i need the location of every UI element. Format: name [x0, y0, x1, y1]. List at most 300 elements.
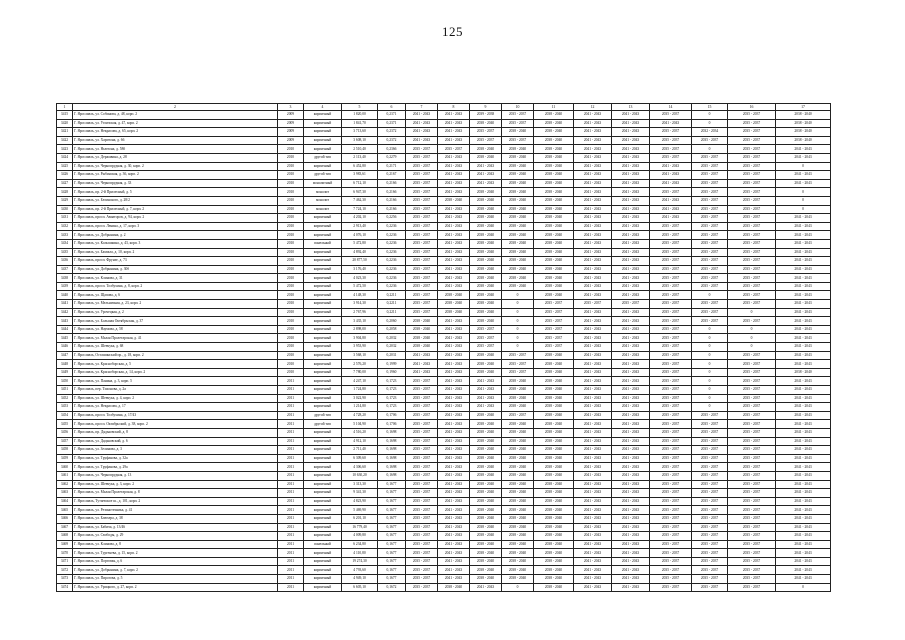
table-cell: 2010 — [278, 153, 304, 162]
table-cell: 7 724,10 — [342, 205, 378, 214]
table-cell: 0 — [692, 394, 728, 403]
table-cell: 2035 - 2037 — [728, 119, 776, 128]
table-cell: 2038 - 2040 — [776, 111, 831, 120]
table-cell: 2035 - 2037 — [470, 334, 502, 343]
table-cell: 2041 - 2043 — [470, 394, 502, 403]
table-cell: 0 — [502, 583, 534, 592]
table-cell: 2038 - 2040 — [502, 162, 534, 171]
table-cell: 2035 - 2037 — [406, 549, 438, 558]
table-cell: 2038 - 2040 — [534, 532, 574, 541]
table-cell: 2035 - 2037 — [406, 222, 438, 231]
table-cell: 2041 - 2043 — [574, 480, 612, 489]
table-cell: 2041 - 2043 — [776, 480, 831, 489]
table-cell: 3455 — [57, 420, 73, 429]
table-cell: 0,1960 — [378, 368, 406, 377]
table-cell: 2035 - 2037 — [728, 214, 776, 223]
table-row — [57, 128, 831, 137]
table-cell: 4 202,10 — [342, 214, 378, 223]
table-cell: 2041 - 2043 — [612, 557, 650, 566]
table-cell: 2035 - 2037 — [406, 420, 438, 429]
table-row — [57, 308, 831, 317]
table-cell: 2038 - 2040 — [534, 437, 574, 446]
table-cell: 2035 - 2037 — [650, 222, 692, 231]
address-cell: Г. Ярославль, ул. Белинского, д. 28/2 — [73, 196, 278, 205]
address-cell: Г. Ярославль, ул. Свободы, д. 29 — [73, 532, 278, 541]
address-cell: Г. Ярославль, Тутаевское ш., д. 101, корп. 2 — [73, 497, 278, 506]
table-cell: 2035 - 2037 — [650, 282, 692, 291]
table-cell: 2035 - 2037 — [574, 300, 612, 309]
table-cell: 3473 — [57, 575, 73, 584]
address-cell: Г. Ярославль, ул. Красноборская, д. 14, корп. 2 — [73, 368, 278, 377]
table-cell: 2035 - 2037 — [650, 351, 692, 360]
table-cell: 3421 — [57, 128, 73, 137]
table-row — [57, 489, 831, 498]
table-cell: 0,2236 — [378, 282, 406, 291]
address-cell: Г. Ярославль, просп. Фрунзе, д. 73 — [73, 257, 278, 266]
table-cell: 2041 - 2043 — [776, 231, 831, 240]
table-cell: 6 452,80 — [342, 162, 378, 171]
table-cell: кирпичный — [304, 454, 342, 463]
table-cell: 2038 - 2040 — [502, 377, 534, 386]
table-cell: 2041 - 2043 — [650, 214, 692, 223]
table-cell: 2035 - 2037 — [534, 325, 574, 334]
table-cell: 2041 - 2043 — [612, 506, 650, 515]
table-cell: 2035 - 2037 — [692, 222, 728, 231]
table-cell: 0,2372 — [378, 128, 406, 137]
table-cell: 3441 — [57, 300, 73, 309]
table-cell: 2041 - 2043 — [574, 497, 612, 506]
table-cell: 3438 — [57, 274, 73, 283]
table-cell: 2035 - 2037 — [650, 540, 692, 549]
table-cell: 2038 - 2040 — [502, 274, 534, 283]
table-cell: 2041 - 2043 — [612, 480, 650, 489]
table-cell: 2041 - 2043 — [574, 153, 612, 162]
table-cell: 3462 — [57, 480, 73, 489]
table-cell: кирпичный — [304, 394, 342, 403]
table-cell: 0,1698 — [378, 471, 406, 480]
table-cell: 0,1677 — [378, 514, 406, 523]
table-cell: 2038 - 2040 — [438, 583, 470, 592]
table-cell: 2035 - 2037 — [728, 171, 776, 180]
table-cell: 2041 - 2043 — [612, 214, 650, 223]
table-cell: 2041 - 2043 — [612, 162, 650, 171]
table-row — [57, 446, 831, 455]
table-cell: 2041 - 2043 — [574, 119, 612, 128]
table-cell: 2041 - 2043 — [776, 360, 831, 369]
table-cell: 2035 - 2037 — [612, 300, 650, 309]
table-cell: 4 110,80 — [342, 549, 378, 558]
table-cell: 2010 — [278, 171, 304, 180]
table-cell: панельный — [304, 540, 342, 549]
table-cell: 2035 - 2037 — [534, 308, 574, 317]
table-row — [57, 214, 831, 223]
table-cell: 2038 - 2040 — [470, 437, 502, 446]
table-cell: кирпичный — [304, 583, 342, 592]
table-cell: 3460 — [57, 463, 73, 472]
table-cell: 2035 - 2037 — [692, 162, 728, 171]
table-row — [57, 153, 831, 162]
table-cell: 2038 - 2040 — [502, 532, 534, 541]
table-cell: 0 — [692, 291, 728, 300]
table-cell: 2035 - 2037 — [692, 179, 728, 188]
table-cell: 2041 - 2043 — [612, 583, 650, 592]
table-cell: 2041 - 2043 — [574, 386, 612, 395]
table-cell: 2041 - 2043 — [776, 179, 831, 188]
table-cell: 2010 — [278, 196, 304, 205]
table-cell: 2035 - 2037 — [728, 403, 776, 412]
table-cell: 5 104,90 — [342, 420, 378, 429]
address-cell: Г. Ярославль, ул. Ньютона, д. 58б — [73, 145, 278, 154]
table-cell: 2038 - 2040 — [470, 188, 502, 197]
table-cell: 0,1723 — [378, 377, 406, 386]
table-cell: 0,2211 — [378, 308, 406, 317]
table-cell: 2038 - 2040 — [534, 411, 574, 420]
column-number-header: 2 — [73, 104, 278, 111]
table-cell: 3450 — [57, 377, 73, 386]
table-cell: 2009 — [278, 136, 304, 145]
table-cell: 2041 - 2043 — [438, 153, 470, 162]
table-cell: 2038 - 2040 — [534, 463, 574, 472]
table-cell: 2035 - 2037 — [650, 411, 692, 420]
table-cell: 2038 - 2040 — [534, 265, 574, 274]
table-cell: 2041 - 2043 — [612, 145, 650, 154]
table-cell: 0 — [502, 334, 534, 343]
table-cell: кирпичный — [304, 136, 342, 145]
table-cell: 2035 - 2037 — [692, 471, 728, 480]
table-cell: 2035 - 2037 — [406, 454, 438, 463]
table-cell: 6 201,10 — [342, 514, 378, 523]
table-cell: 2011 — [278, 446, 304, 455]
table-cell: 3 176,40 — [342, 265, 378, 274]
table-body — [57, 104, 831, 592]
table-cell: кирпичный — [304, 575, 342, 584]
table-cell: 2035 - 2037 — [406, 557, 438, 566]
table-cell: 2035 - 2037 — [728, 463, 776, 472]
table-cell: 2035 - 2037 — [728, 145, 776, 154]
table-cell: 2011 — [278, 566, 304, 575]
table-cell: 2041 - 2043 — [438, 377, 470, 386]
table-cell: 0,1672 — [378, 583, 406, 592]
table-cell: другой тип — [304, 411, 342, 420]
table-cell: 2035 - 2037 — [406, 248, 438, 257]
table-cell: 2011 — [278, 540, 304, 549]
table-cell: 2011 — [278, 428, 304, 437]
table-cell: 2035 - 2037 — [728, 265, 776, 274]
table-cell: 2038 - 2040 — [470, 506, 502, 515]
table-cell: 2035 - 2037 — [692, 300, 728, 309]
table-cell: 2035 - 2037 — [692, 428, 728, 437]
table-cell: 2038 - 2040 — [534, 188, 574, 197]
table-cell: 2041 - 2043 — [438, 386, 470, 395]
table-cell: 2041 - 2043 — [574, 265, 612, 274]
table-cell: 0 — [692, 119, 728, 128]
table-cell: 0 — [728, 308, 776, 317]
table-cell: кирпичный — [304, 119, 342, 128]
table-cell: 2041 - 2043 — [438, 489, 470, 498]
table-cell: 2041 - 2043 — [574, 317, 612, 326]
table-cell: 2041 - 2043 — [776, 145, 831, 154]
table-cell: кирпичный — [304, 291, 342, 300]
table-cell: 2041 - 2043 — [612, 386, 650, 395]
table-cell: 0,2211 — [378, 291, 406, 300]
table-cell: 2041 - 2043 — [574, 196, 612, 205]
table-cell: 2041 - 2043 — [438, 368, 470, 377]
table-cell: 2041 - 2043 — [438, 162, 470, 171]
address-cell: Г. Ярославль, пер. Тихонова, д. 2а — [73, 386, 278, 395]
table-cell: 3 022,90 — [342, 394, 378, 403]
table-cell: 2 576,20 — [342, 360, 378, 369]
table-cell: 2010 — [278, 291, 304, 300]
table-cell: кирпичный — [304, 300, 342, 309]
table-row — [57, 196, 831, 205]
table-cell: 2035 - 2037 — [534, 317, 574, 326]
table-cell: 2041 - 2043 — [612, 291, 650, 300]
table-cell: 0 — [776, 205, 831, 214]
table-cell: 2041 - 2043 — [574, 360, 612, 369]
table-header-row — [57, 104, 831, 111]
table-cell: 2035 - 2037 — [728, 557, 776, 566]
table-cell: 2041 - 2043 — [574, 248, 612, 257]
table-cell: 2038 - 2040 — [502, 128, 534, 137]
table-row — [57, 274, 831, 283]
table-cell: 2035 - 2037 — [406, 446, 438, 455]
table-cell: 2 113,40 — [342, 153, 378, 162]
table-cell: 2041 - 2043 — [776, 549, 831, 558]
table-cell: 2035 - 2037 — [406, 257, 438, 266]
address-cell: Г. Ярославль, ул. Труфанова, д. 32а — [73, 454, 278, 463]
table-cell: 2035 - 2037 — [728, 514, 776, 523]
table-cell: 3451 — [57, 386, 73, 395]
table-cell: 2038 - 2040 — [502, 557, 534, 566]
table-cell: 1 724,80 — [342, 386, 378, 395]
column-number-header: 11 — [534, 104, 574, 111]
table-row — [57, 386, 831, 395]
table-cell: кирпичный — [304, 325, 342, 334]
table-cell: 2041 - 2043 — [612, 403, 650, 412]
table-cell: 2041 - 2043 — [574, 368, 612, 377]
table-cell: 2041 - 2043 — [438, 257, 470, 266]
table-cell: 2041 - 2043 — [574, 188, 612, 197]
table-cell: 2035 - 2037 — [728, 428, 776, 437]
table-cell: 2041 - 2043 — [406, 368, 438, 377]
table-cell: 0,1706 — [378, 420, 406, 429]
table-cell: 0 — [502, 300, 534, 309]
table-cell: 2035 - 2037 — [406, 394, 438, 403]
table-cell: 2035 - 2037 — [692, 549, 728, 558]
table-cell: 2035 - 2037 — [650, 153, 692, 162]
table-cell: 2035 - 2037 — [650, 377, 692, 386]
table-cell: 2041 - 2043 — [574, 557, 612, 566]
table-cell: 0 — [502, 325, 534, 334]
table-cell: 0 — [692, 368, 728, 377]
address-cell: Г. Ярославль, ул. Урицкого, д. 27, корп. 2 — [73, 583, 278, 592]
table-row — [57, 136, 831, 145]
table-cell: кирпичный — [304, 557, 342, 566]
table-cell: 2035 - 2037 — [406, 403, 438, 412]
address-cell: Г. Ярославль, ул. Панина, д. 3, корп. 5 — [73, 377, 278, 386]
table-row — [57, 532, 831, 541]
table-cell: 6 309,60 — [342, 454, 378, 463]
table-cell: 2035 - 2037 — [692, 411, 728, 420]
table-cell: 2041 - 2043 — [470, 403, 502, 412]
table-cell: 2041 - 2043 — [438, 274, 470, 283]
table-cell: 2038 - 2040 — [470, 549, 502, 558]
page-number: 125 — [442, 24, 463, 39]
address-cell: Г. Ярославль, ул. Пирогова, д. 5 — [73, 575, 278, 584]
table-cell: 2011 — [278, 532, 304, 541]
table-cell: 2041 - 2043 — [438, 497, 470, 506]
table-cell: 2038 - 2040 — [534, 557, 574, 566]
table-cell: 2038 - 2040 — [534, 446, 574, 455]
table-cell: 2038 - 2040 — [502, 437, 534, 446]
table-cell: 2041 - 2043 — [438, 231, 470, 240]
table-cell: 2041 - 2043 — [574, 411, 612, 420]
table-cell: 0,1677 — [378, 497, 406, 506]
table-cell: 2035 - 2037 — [406, 411, 438, 420]
table-cell: 2041 - 2043 — [438, 420, 470, 429]
table-cell: 2035 - 2037 — [502, 368, 534, 377]
table-cell: 2010 — [278, 308, 304, 317]
table-cell: 2038 - 2040 — [534, 111, 574, 120]
table-cell: 2035 - 2037 — [650, 360, 692, 369]
table-cell: 4 148,30 — [342, 291, 378, 300]
table-cell: 0 — [776, 196, 831, 205]
table-cell: 2038 - 2040 — [470, 214, 502, 223]
table-cell: кирпичный — [304, 549, 342, 558]
address-cell: Г. Ярославль, ул. Добрынина, д. 2 — [73, 231, 278, 240]
table-cell: 2038 - 2040 — [470, 317, 502, 326]
table-row — [57, 480, 831, 489]
table-row — [57, 566, 831, 575]
address-cell: Г. Ярославль, просп. Толбухина, д. 8, корп. 2 — [73, 282, 278, 291]
table-cell: 2 711,40 — [342, 446, 378, 455]
table-row — [57, 420, 831, 429]
table-cell: 2035 - 2037 — [650, 480, 692, 489]
address-cell: Г. Ярославль, ул. Зелинова, д. 3 — [73, 446, 278, 455]
table-cell: 2035 - 2037 — [692, 231, 728, 240]
table-cell: 3 568,10 — [342, 351, 378, 360]
table-cell: 0 — [692, 111, 728, 120]
table-cell: 2011 — [278, 386, 304, 395]
table-cell: 2011 — [278, 506, 304, 515]
table-cell: 2041 - 2043 — [574, 403, 612, 412]
column-number-header: 17 — [776, 104, 831, 111]
table-cell: 2041 - 2043 — [776, 171, 831, 180]
table-cell: 3443 — [57, 317, 73, 326]
table-cell: 2041 - 2043 — [438, 128, 470, 137]
table-cell: 2035 - 2037 — [692, 308, 728, 317]
table-cell: 0,2060 — [378, 317, 406, 326]
table-row — [57, 377, 831, 386]
table-cell: 2035 - 2037 — [650, 325, 692, 334]
table-cell: 3452 — [57, 394, 73, 403]
table-cell: 2041 - 2043 — [438, 446, 470, 455]
table-cell: 2038 - 2040 — [470, 351, 502, 360]
table-cell: 2035 - 2037 — [406, 282, 438, 291]
table-cell: 2035 - 2037 — [728, 179, 776, 188]
table-cell: 2035 - 2037 — [728, 420, 776, 429]
table-cell: 2041 - 2043 — [612, 489, 650, 498]
table-cell: 2038 - 2040 — [502, 188, 534, 197]
table-cell: 2041 - 2043 — [612, 136, 650, 145]
table-cell: 2041 - 2043 — [574, 454, 612, 463]
table-cell: 3425 — [57, 162, 73, 171]
table-cell: кирпичный — [304, 566, 342, 575]
table-cell: 2041 - 2043 — [612, 343, 650, 352]
table-cell: 2010 — [278, 343, 304, 352]
table-cell: 0 — [692, 325, 728, 334]
table-cell: 2041 - 2043 — [612, 437, 650, 446]
table-cell: 2035 - 2037 — [692, 523, 728, 532]
table-cell: 2041 - 2043 — [470, 179, 502, 188]
table-cell: 2035 - 2037 — [406, 231, 438, 240]
table-cell: 2035 - 2037 — [534, 334, 574, 343]
table-cell: 2035 - 2037 — [406, 506, 438, 515]
table-cell: 2035 - 2037 — [728, 257, 776, 266]
table-row — [57, 368, 831, 377]
table-cell: кирпичный — [304, 368, 342, 377]
table-cell: 2035 - 2037 — [728, 437, 776, 446]
table-cell: 5 472,80 — [342, 239, 378, 248]
table-cell: 2035 - 2037 — [406, 575, 438, 584]
table-cell: 2038 - 2040 — [470, 231, 502, 240]
table-cell: 2038 - 2040 — [502, 463, 534, 472]
table-cell: 2035 - 2037 — [728, 368, 776, 377]
table-cell: 2035 - 2037 — [692, 136, 728, 145]
address-cell: Г. Ярославль, ул. Наумова, д. 58 — [73, 325, 278, 334]
table-cell: 2041 - 2043 — [574, 437, 612, 446]
table-cell: 6 234,80 — [342, 540, 378, 549]
table-cell: 2038 - 2040 — [470, 489, 502, 498]
table-cell: 2035 - 2037 — [728, 506, 776, 515]
table-cell: 2038 - 2040 — [534, 506, 574, 515]
table-cell: 2041 - 2043 — [650, 162, 692, 171]
table-cell: 2038 - 2040 — [502, 282, 534, 291]
table-cell: монолитный — [304, 179, 342, 188]
table-cell: 2011 — [278, 549, 304, 558]
table-cell: 0,1698 — [378, 428, 406, 437]
table-cell: 2035 - 2037 — [406, 300, 438, 309]
table-cell: 2038 - 2040 — [470, 463, 502, 472]
table-cell: 2009 — [278, 111, 304, 120]
address-cell: Г. Ярославль, пр. 2-й Прилесный, д. 7, корп. 2 — [73, 205, 278, 214]
table-cell: 2035 - 2037 — [406, 480, 438, 489]
table-cell: 2041 - 2043 — [776, 377, 831, 386]
table-cell: 2041 - 2043 — [612, 420, 650, 429]
table-cell: 2035 - 2037 — [406, 532, 438, 541]
table-cell: 2041 - 2043 — [612, 325, 650, 334]
table-cell: 2010 — [278, 214, 304, 223]
table-cell: 0,2236 — [378, 222, 406, 231]
table-cell: 2038 - 2040 — [534, 454, 574, 463]
table-cell: 2035 - 2037 — [692, 274, 728, 283]
table-cell: 2041 - 2043 — [776, 325, 831, 334]
table-row — [57, 575, 831, 584]
table-cell: 2035 - 2037 — [406, 566, 438, 575]
table-cell: 2041 - 2043 — [574, 583, 612, 592]
table-cell: 2041 - 2043 — [612, 282, 650, 291]
table-cell: 2035 - 2037 — [406, 308, 438, 317]
table-cell: 2011 — [278, 489, 304, 498]
table-cell: 3 904,80 — [342, 334, 378, 343]
table-cell: 3434 — [57, 239, 73, 248]
table-cell: 2038 - 2040 — [470, 291, 502, 300]
table-cell: 2035 - 2037 — [406, 437, 438, 446]
table-cell: 2035 - 2037 — [502, 351, 534, 360]
address-cell: Г. Ярославль, ул. Клинова, д. 31 — [73, 274, 278, 283]
table-cell: 2041 - 2043 — [574, 308, 612, 317]
table-cell: 2035 - 2037 — [692, 454, 728, 463]
